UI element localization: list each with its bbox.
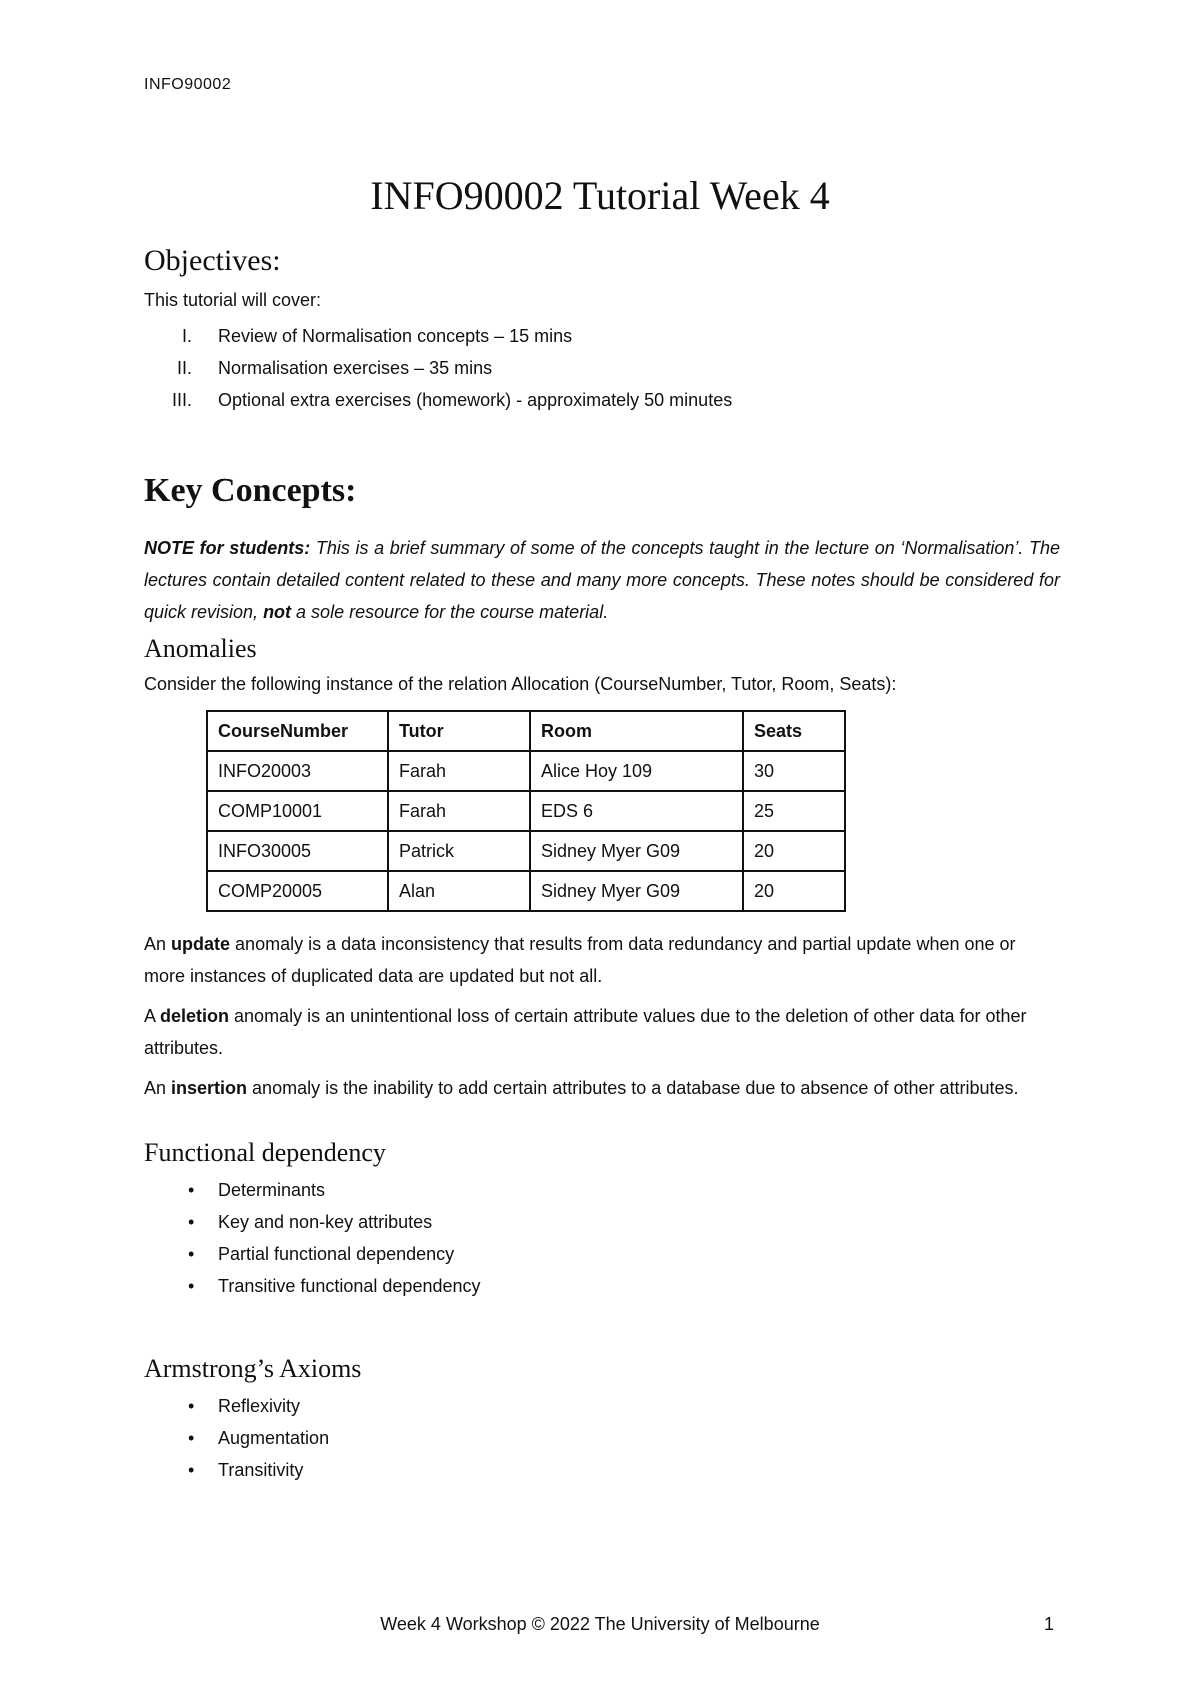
table-cell: 25 xyxy=(743,791,845,831)
list-item-text: Reflexivity xyxy=(218,1396,301,1416)
insertion-lead: An xyxy=(144,1078,172,1098)
update-term: update xyxy=(171,934,231,954)
list-item-text: Augmentation xyxy=(218,1428,330,1448)
objective-text: Review of Normalisation concepts – 15 mins xyxy=(218,326,573,346)
list-item-text: Transitivity xyxy=(218,1460,304,1480)
deletion-definition: anomaly is an unintentional loss of certain attribute values due to the deletion of other data for other attributes. xyxy=(144,1006,1027,1058)
update-anomaly-paragraph xyxy=(144,928,1060,992)
armstrong-axioms-heading: Armstrong’s Axioms xyxy=(144,1354,362,1383)
objective-number: II. xyxy=(176,358,192,378)
student-note xyxy=(144,532,1060,628)
allocation-table xyxy=(206,710,846,912)
list-item-text: Key and non-key attributes xyxy=(218,1212,433,1232)
table-cell: 30 xyxy=(743,751,845,791)
list-item-text: Determinants xyxy=(218,1180,326,1200)
column-header: Room xyxy=(530,711,743,751)
objectives-heading: Objectives: xyxy=(144,244,281,277)
anomalies-heading: Anomalies xyxy=(144,634,257,663)
note-emphasis: not xyxy=(263,602,292,622)
column-header: Tutor xyxy=(388,711,530,751)
list-item-text: Transitive functional dependency xyxy=(218,1276,481,1296)
objectives-intro: This tutorial will cover: xyxy=(144,290,322,310)
update-definition: anomaly is a data inconsistency that results from data redundancy and partial update when one or more instances of duplicated data are updated but not all. xyxy=(144,934,1016,986)
functional-dependency-heading: Functional dependency xyxy=(144,1138,386,1167)
deletion-term: deletion xyxy=(160,1006,230,1026)
insertion-anomaly-paragraph xyxy=(144,1072,1060,1104)
table-cell: Patrick xyxy=(388,831,530,871)
bullet-icon: • xyxy=(188,1244,195,1264)
table-cell: Alice Hoy 109 xyxy=(530,751,743,791)
deletion-lead: A xyxy=(144,1006,161,1026)
list-item-text: Partial functional dependency xyxy=(218,1244,455,1264)
running-header: INFO90002 xyxy=(144,76,232,93)
objective-text: Optional extra exercises (homework) - approximately 50 minutes xyxy=(218,390,733,410)
insertion-term: insertion xyxy=(171,1078,248,1098)
bullet-icon: • xyxy=(188,1460,195,1480)
bullet-icon: • xyxy=(188,1396,195,1416)
bullet-icon: • xyxy=(188,1180,195,1200)
table-cell: COMP20005 xyxy=(207,871,388,911)
objective-text: Normalisation exercises – 35 mins xyxy=(218,358,493,378)
note-text-2: a sole resource for the course material. xyxy=(291,602,609,622)
table-cell: INFO20003 xyxy=(207,751,388,791)
objective-number: I. xyxy=(181,326,192,346)
table-cell: COMP10001 xyxy=(207,791,388,831)
table-cell: 20 xyxy=(743,871,845,911)
table-row xyxy=(207,871,845,911)
table-row xyxy=(207,791,845,831)
table-cell: Farah xyxy=(388,751,530,791)
table-cell: EDS 6 xyxy=(530,791,743,831)
update-lead: An xyxy=(144,934,172,954)
relation-intro: Consider the following instance of the relation Allocation (CourseNumber, Tutor, Room, Seats): xyxy=(144,674,897,694)
deletion-anomaly-paragraph xyxy=(144,1000,1060,1064)
table-cell: 20 xyxy=(743,831,845,871)
table-cell: Sidney Myer G09 xyxy=(530,831,743,871)
page-footer: Week 4 Workshop © 2022 The University of Melbourne xyxy=(380,1614,820,1634)
table-cell: Farah xyxy=(388,791,530,831)
bullet-icon: • xyxy=(188,1212,195,1232)
key-concepts-heading: Key Concepts: xyxy=(144,472,357,509)
table-row xyxy=(207,831,845,871)
bullet-icon: • xyxy=(188,1276,195,1296)
table-cell: Alan xyxy=(388,871,530,911)
column-header: CourseNumber xyxy=(207,711,388,751)
table-cell: INFO30005 xyxy=(207,831,388,871)
table-cell: Sidney Myer G09 xyxy=(530,871,743,911)
page-number: 1 xyxy=(1044,1614,1055,1634)
column-header: Seats xyxy=(743,711,845,751)
table-row xyxy=(207,751,845,791)
bullet-icon: • xyxy=(188,1428,195,1448)
note-text-1: This is a brief summary of some of the concepts taught in the lecture on ‘Normalisation’. The lectures contain detailed content related to these and many more concepts. These notes should be considered for quick revision, xyxy=(144,538,1060,622)
document-title: INFO90002 Tutorial Week 4 xyxy=(370,173,830,218)
note-label: NOTE for students: xyxy=(144,538,311,558)
objective-number: III. xyxy=(171,390,192,410)
table-header-row xyxy=(207,711,845,751)
insertion-definition: anomaly is the inability to add certain attributes to a database due to absence of other attributes. xyxy=(247,1078,1019,1098)
